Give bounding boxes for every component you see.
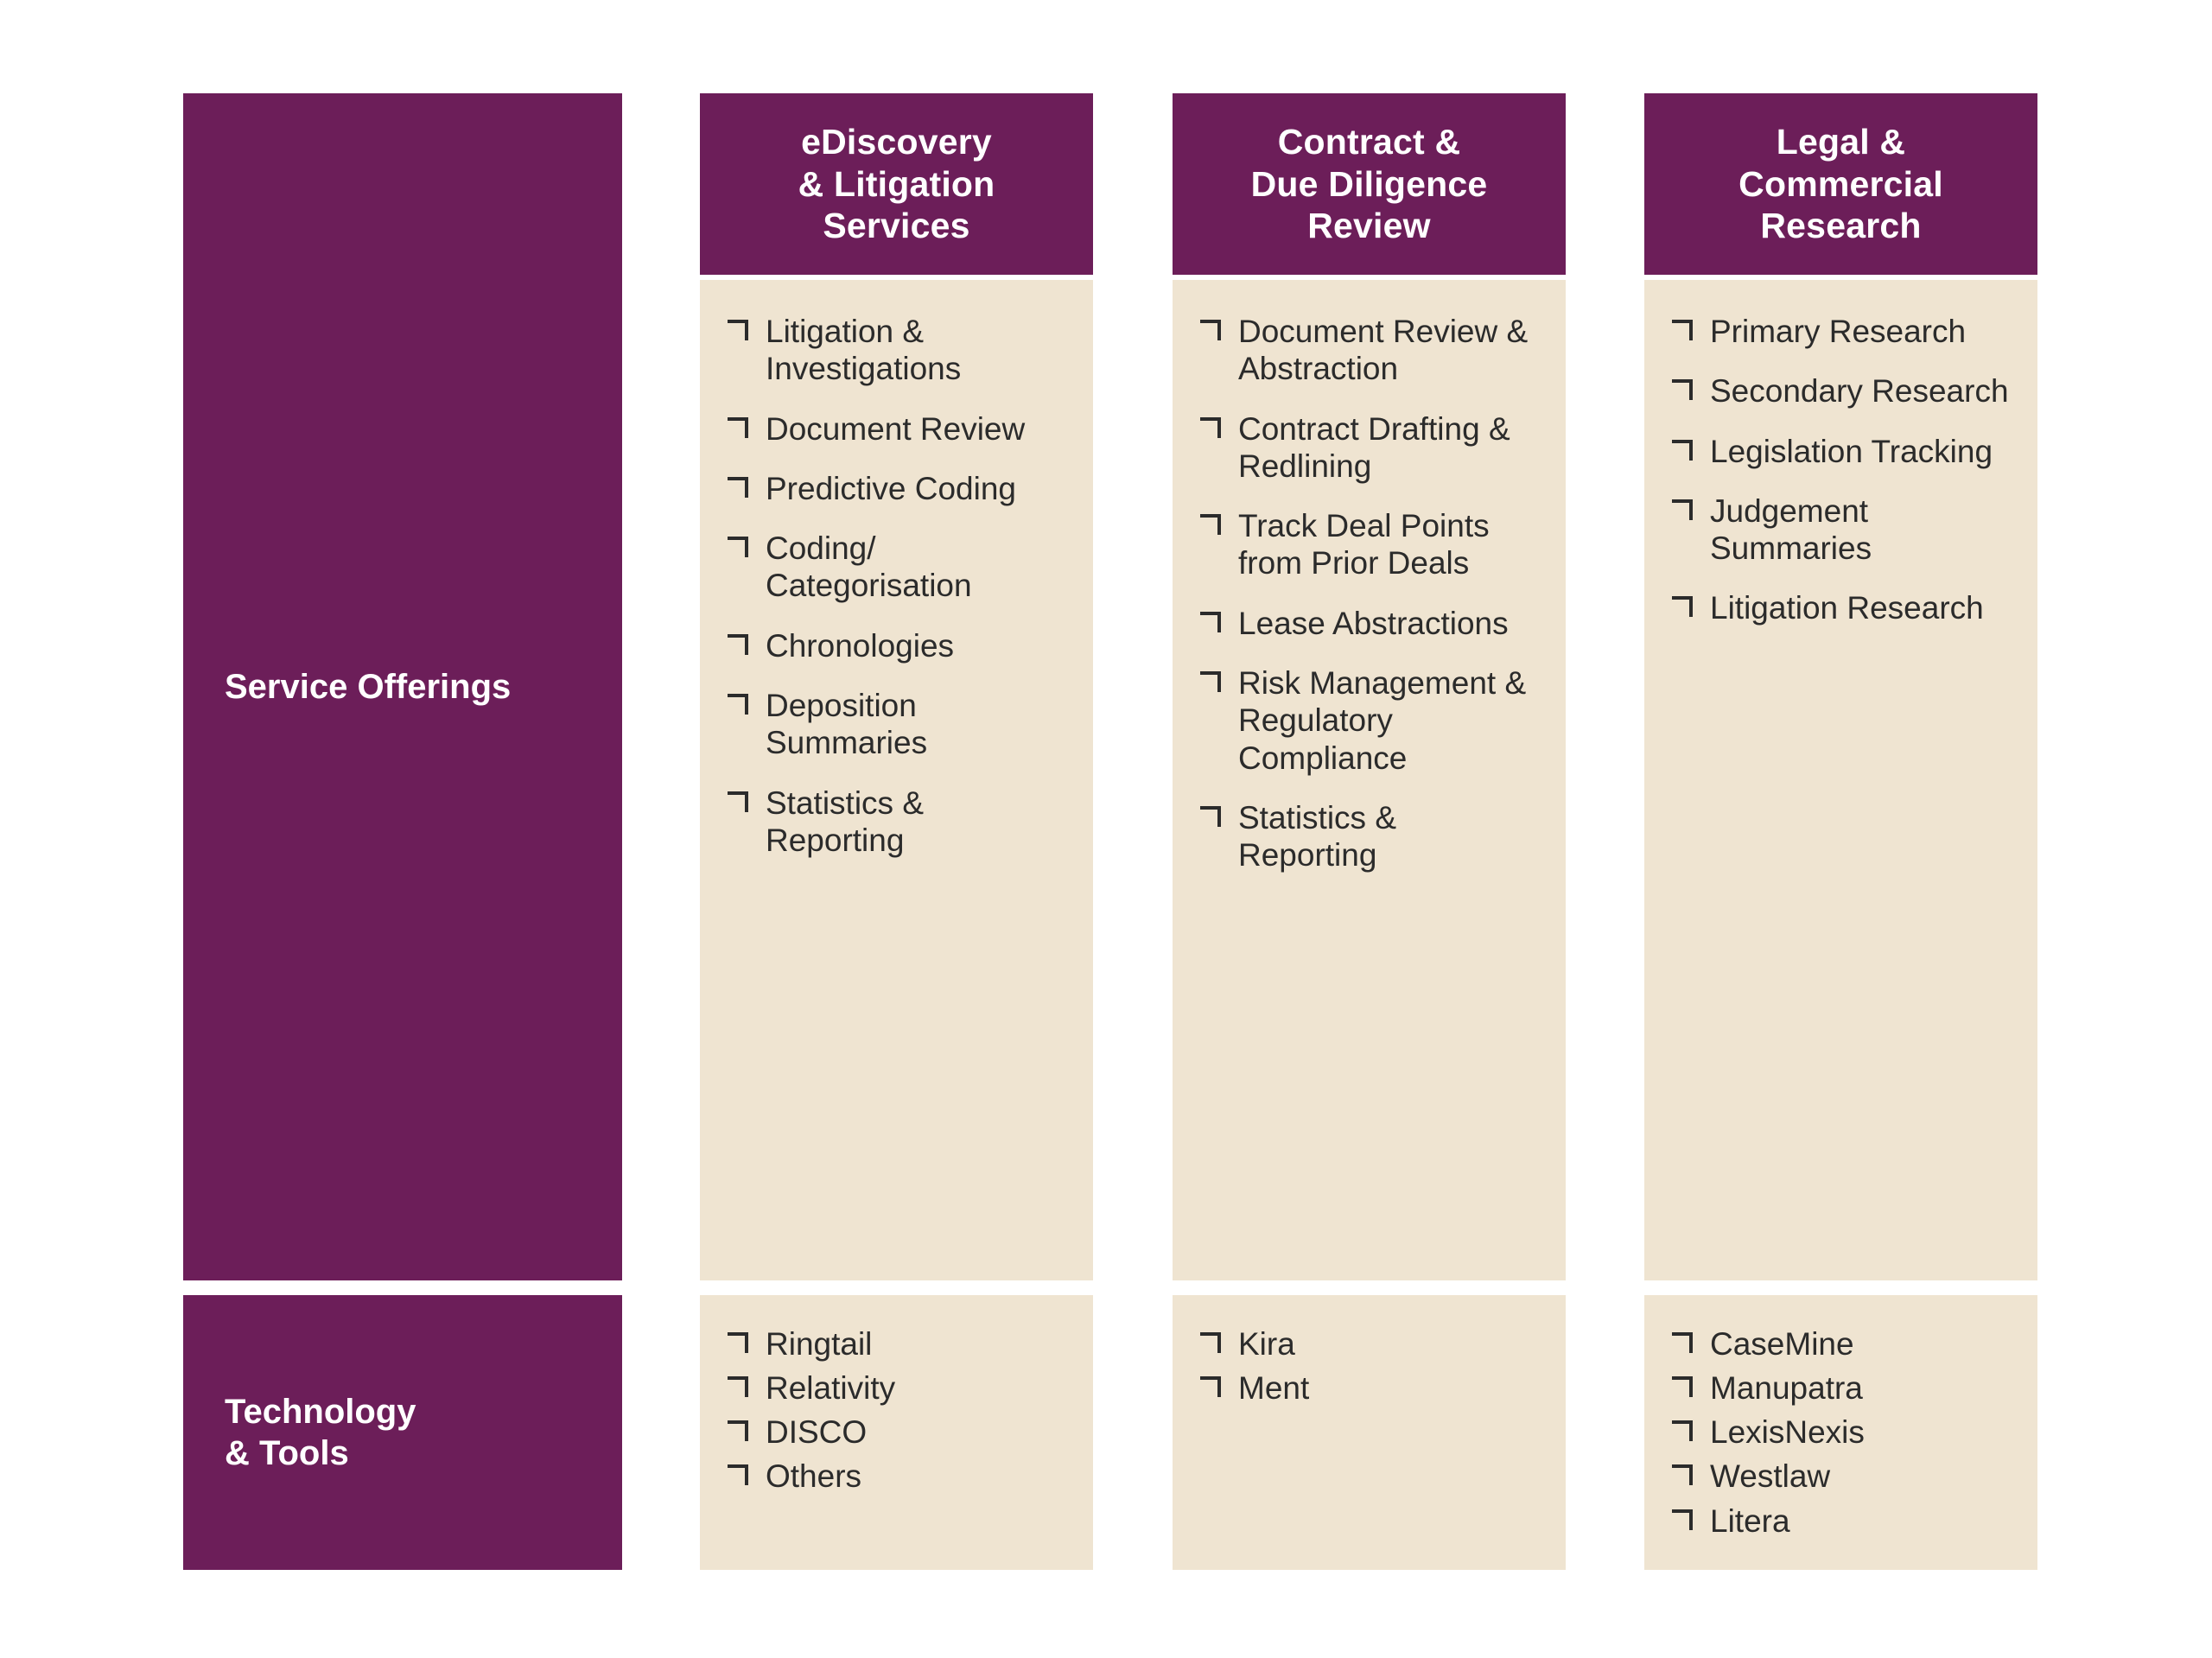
bullet-corner-icon: [1672, 1420, 1693, 1441]
bullet-corner-icon: [1672, 320, 1693, 340]
column-header-contract-due-diligence-text: Contract & Due Diligence Review: [1250, 122, 1488, 246]
tools-cell-legal-commercial-research: [1644, 1295, 2037, 1570]
bullet-corner-icon: [728, 477, 748, 498]
list-item-label: Others: [766, 1458, 862, 1495]
list-item-label: Document Review & Abstraction: [1238, 314, 1529, 387]
list-item-label: Legislation Tracking: [1710, 433, 1993, 469]
column-header-legal-commercial-research-text: Legal & Commercial Research: [1738, 122, 1943, 246]
list-item-label: Risk Management & Regulatory Compliance: [1238, 664, 1527, 776]
list-item-label: Judgement Summaries: [1710, 492, 1872, 567]
list-item: [1198, 313, 1541, 388]
list-item: [1670, 1369, 2013, 1407]
list-item-label: Kira: [1238, 1326, 1295, 1362]
list-item: [1198, 1324, 1541, 1363]
list-item-label: Statistics & Reporting: [766, 785, 924, 858]
bullet-corner-icon: [728, 417, 748, 438]
bullet-corner-icon: [1200, 1376, 1221, 1397]
bullet-corner-icon: [1200, 671, 1221, 692]
services-cell-legal-commercial-research: [1644, 280, 2037, 1280]
bullet-corner-icon: [1672, 1509, 1693, 1530]
tools-list-ediscovery: [726, 1324, 1069, 1496]
column-header-contract-due-diligence: [1173, 93, 1566, 275]
list-item: [1670, 589, 2013, 626]
column-header-legal-commercial-research: [1644, 93, 2037, 275]
bullet-corner-icon: [728, 1376, 748, 1397]
list-item: [1670, 492, 2013, 568]
tools-list-contract-due-diligence: [1198, 1324, 1541, 1407]
bullet-corner-icon: [1200, 806, 1221, 827]
bullet-corner-icon: [728, 634, 748, 655]
bullet-corner-icon: [1200, 514, 1221, 535]
bullet-corner-icon: [1672, 499, 1693, 520]
tools-cell-ediscovery: [700, 1295, 1093, 1570]
list-item: [1670, 372, 2013, 410]
list-item: [1198, 605, 1541, 642]
bullet-corner-icon: [1200, 1332, 1221, 1353]
list-item: [726, 1457, 1069, 1496]
bullet-corner-icon: [1672, 596, 1693, 617]
list-item: [1198, 507, 1541, 582]
list-item-label: Relativity: [766, 1370, 896, 1407]
list-item-label: Track Deal Points from Prior Deals: [1238, 508, 1490, 581]
list-item-label: Manupatra: [1710, 1370, 1863, 1407]
list-item: [1670, 313, 2013, 350]
list-item-label: LexisNexis: [1710, 1414, 1865, 1451]
list-item-label: Ment: [1238, 1370, 1310, 1407]
list-item: [1198, 664, 1541, 777]
list-item: [726, 410, 1069, 448]
list-item: [1198, 1369, 1541, 1407]
list-item-label: Litigation Research: [1710, 590, 1984, 626]
row-label-service-offerings-text: Service Offerings: [225, 668, 512, 706]
list-item: [1670, 1413, 2013, 1452]
bullet-corner-icon: [1672, 440, 1693, 461]
bullet-corner-icon: [1672, 1332, 1693, 1353]
column-header-ediscovery: [700, 93, 1093, 275]
services-list-contract-due-diligence: [1198, 313, 1541, 873]
list-item-label: Deposition Summaries: [766, 687, 928, 761]
list-item: [1670, 433, 2013, 470]
services-list-ediscovery: [726, 313, 1069, 859]
services-cell-contract-due-diligence: [1173, 280, 1566, 1280]
list-item: [1198, 410, 1541, 486]
list-item: [1670, 1502, 2013, 1540]
list-item-label: Primary Research: [1710, 314, 1967, 349]
list-item-label: Litera: [1710, 1502, 1790, 1539]
bullet-corner-icon: [728, 1332, 748, 1353]
list-item-label: Litigation & Investigations: [766, 314, 962, 387]
bullet-corner-icon: [728, 1420, 748, 1441]
list-item: [726, 687, 1069, 762]
list-item: [726, 627, 1069, 664]
bullet-corner-icon: [1200, 320, 1221, 340]
list-item-label: Chronologies: [766, 627, 955, 664]
services-list-legal-commercial-research: [1670, 313, 2013, 627]
bullet-corner-icon: [728, 320, 748, 340]
bullet-corner-icon: [1672, 1464, 1693, 1485]
bullet-corner-icon: [1200, 417, 1221, 438]
tools-cell-contract-due-diligence: [1173, 1295, 1566, 1570]
list-item: [1670, 1324, 2013, 1363]
bullet-corner-icon: [1672, 1376, 1693, 1397]
list-item-label: Coding/ Categorisation: [766, 530, 972, 604]
row-label-service-offerings: [183, 93, 622, 1280]
list-item-label: Lease Abstractions: [1238, 605, 1509, 641]
row-label-technology-tools: [183, 1295, 622, 1570]
column-header-ediscovery-text: eDiscovery & Litigation Services: [798, 122, 995, 246]
list-item-label: Ringtail: [766, 1326, 873, 1362]
bullet-corner-icon: [1672, 379, 1693, 400]
tools-list-legal-commercial-research: [1670, 1324, 2013, 1540]
list-item: [726, 313, 1069, 388]
list-item-label: Predictive Coding: [766, 470, 1016, 506]
list-item: [726, 785, 1069, 860]
bullet-corner-icon: [728, 694, 748, 715]
list-item-label: Document Review: [766, 410, 1026, 447]
list-item-label: DISCO: [766, 1414, 868, 1451]
services-cell-ediscovery: [700, 280, 1093, 1280]
list-item-label: Secondary Research: [1710, 373, 2009, 410]
list-item-label: CaseMine: [1710, 1326, 1854, 1362]
bullet-corner-icon: [728, 791, 748, 812]
list-item: [726, 1413, 1069, 1452]
bullet-corner-icon: [728, 1464, 748, 1485]
list-item-label: Statistics & Reporting: [1238, 799, 1396, 873]
bullet-corner-icon: [1200, 612, 1221, 632]
list-item: [726, 1369, 1069, 1407]
list-item: [726, 530, 1069, 605]
list-item-label: Contract Drafting & Redlining: [1238, 410, 1510, 484]
list-item: [726, 470, 1069, 507]
row-label-technology-tools-text: Technology & Tools: [225, 1393, 416, 1472]
list-item: [1670, 1457, 2013, 1496]
list-item-label: Westlaw: [1710, 1458, 1831, 1495]
bullet-corner-icon: [728, 537, 748, 557]
list-item: [726, 1324, 1069, 1363]
list-item: [1198, 799, 1541, 874]
